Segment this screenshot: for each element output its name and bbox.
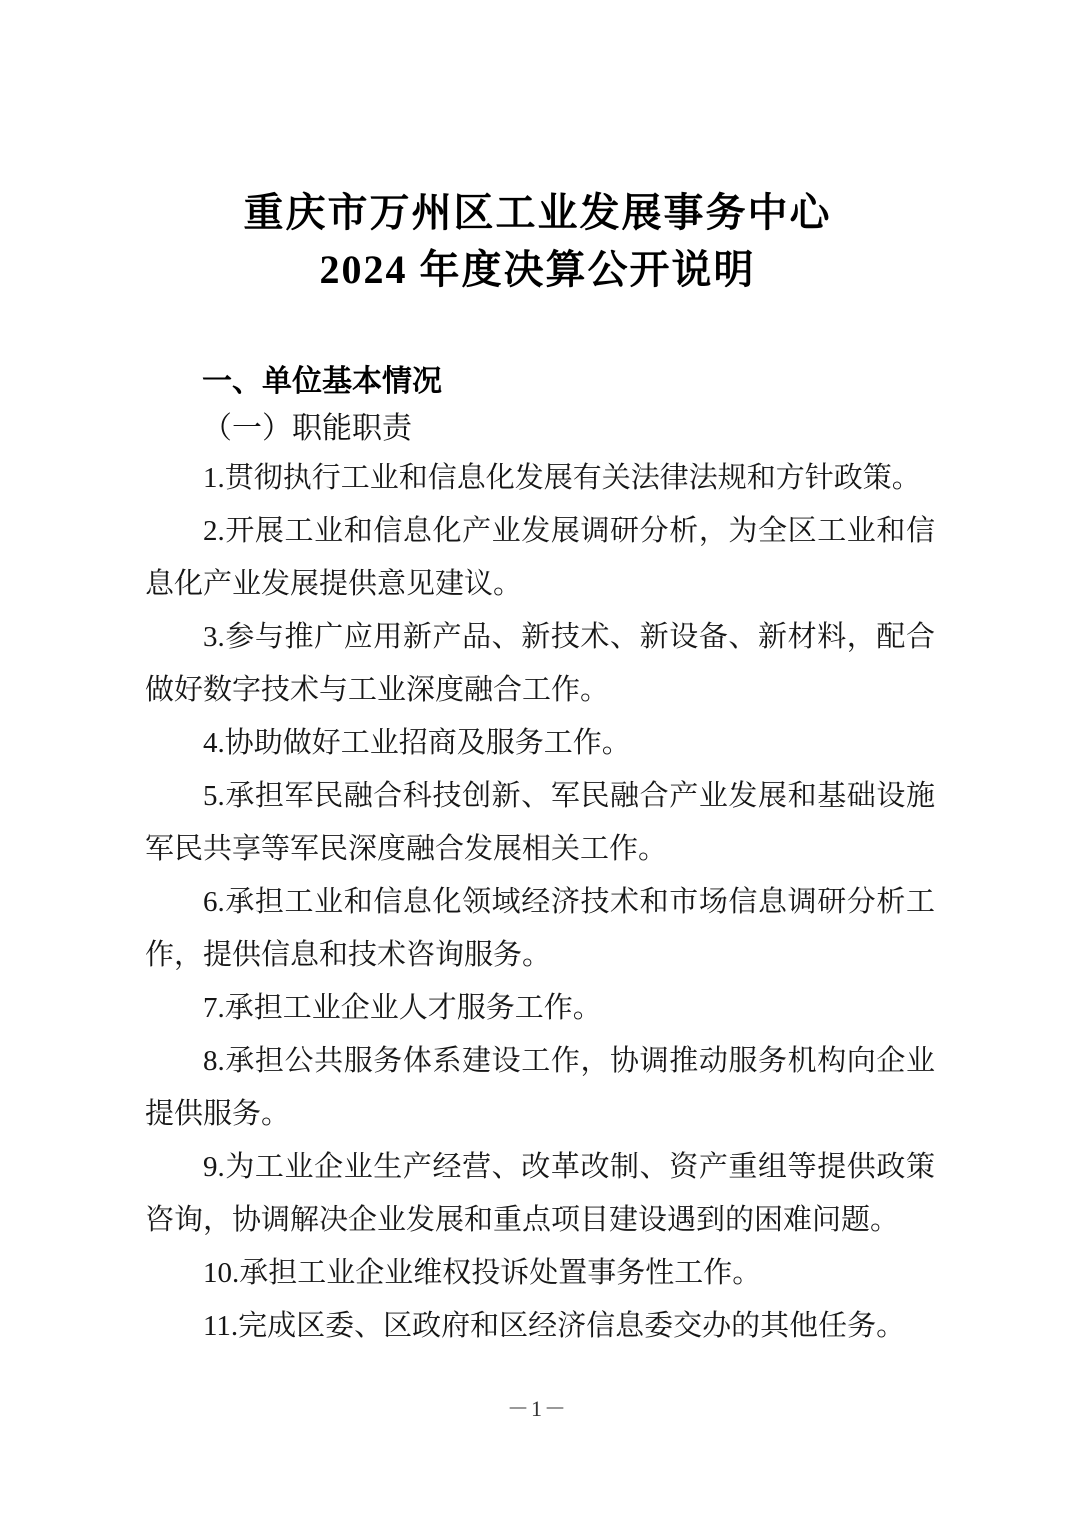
duty-item-7: 7.承担工业企业人才服务工作。 — [203, 992, 602, 1024]
document-header — [0, 0, 1075, 298]
duty-item-11: 11.完成区委、区政府和区经济信息委交办的其他任务。 — [203, 1310, 906, 1342]
page-number: －1－ — [506, 1396, 568, 1421]
duty-item-3: 3.参与推广应用新产品、新技术、新设备、新材料，配合做好数字技术与工业深度融合工作。 — [145, 621, 935, 706]
duty-item-2: 2.开展工业和信息化产业发展调研分析，为全区工业和信息化产业发展提供意见建议。 — [145, 515, 935, 600]
duty-item-1: 1.贯彻执行工业和信息化发展有关法律法规和方针政策。 — [203, 462, 921, 494]
duty-item-10: 10.承担工业企业维权投诉处置事务性工作。 — [203, 1257, 762, 1289]
document-body — [0, 360, 1075, 1353]
duty-item-4: 4.协助做好工业招商及服务工作。 — [203, 727, 631, 759]
document-title-line2: 2024 年度决算公开说明 — [319, 247, 756, 292]
section-heading-basic-info: 一、单位基本情况 — [202, 365, 442, 398]
duty-item-6: 6.承担工业和信息化领域经济技术和市场信息调研分析工作，提供信息和技术咨询服务。 — [145, 886, 935, 971]
document-title-line1: 重庆市万州区工业发展事务中心 — [243, 190, 832, 235]
subsection-heading-duties: （一）职能职责 — [202, 412, 412, 445]
duty-item-9: 9.为工业企业生产经营、改革改制、资产重组等提供政策咨询，协调解决企业发展和重点项目建设遇到的困难问题。 — [145, 1151, 935, 1236]
page-footer — [0, 1392, 1075, 1423]
duty-item-8: 8.承担公共服务体系建设工作，协调推动服务机构向企业提供服务。 — [145, 1045, 935, 1130]
duty-item-5: 5.承担军民融合科技创新、军民融合产业发展和基础设施军民共享等军民深度融合发展相关工作。 — [145, 780, 935, 865]
